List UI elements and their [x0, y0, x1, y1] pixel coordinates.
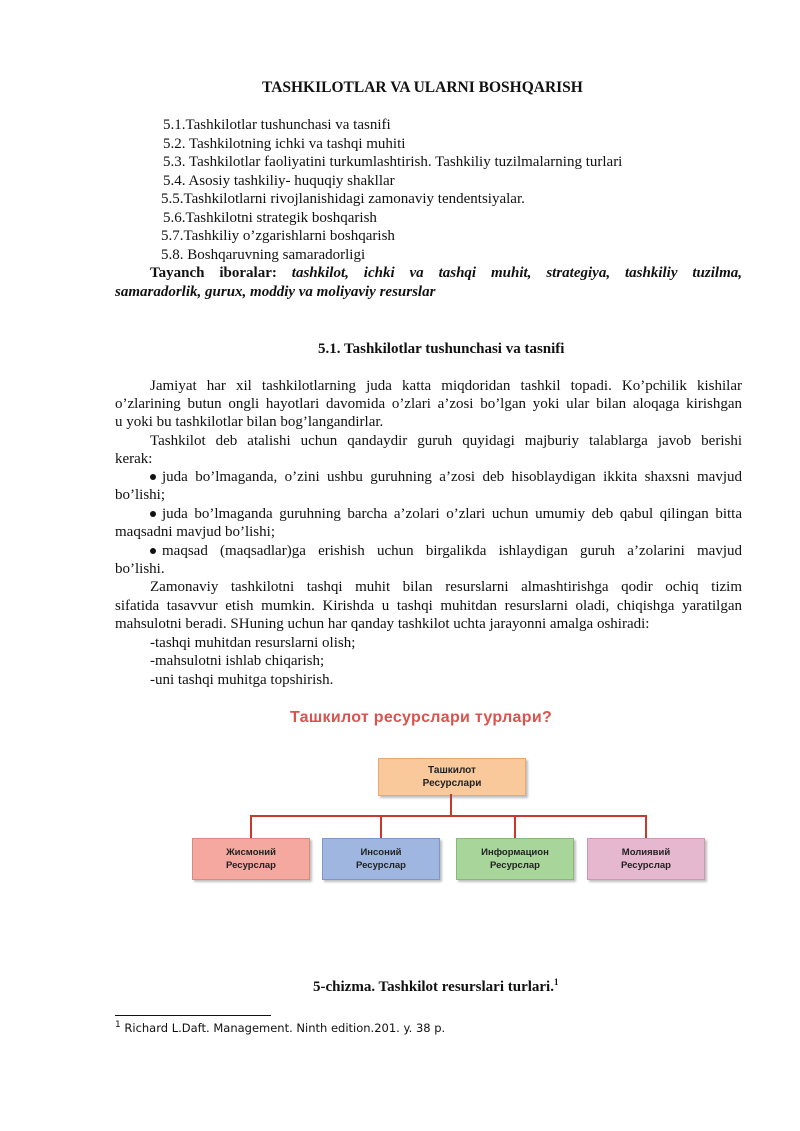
dash-item: -uni tashqi muhitga topshirish. — [150, 672, 334, 688]
toc-item: 5.6.Tashkilotni strategik boshqarish — [163, 210, 377, 226]
connector-line — [250, 815, 646, 817]
keywords-text-cont: samaradorlik, gurux, moddiy va moliyaviy resurslar — [115, 284, 436, 300]
bullet-item-cont: bo’lishi. — [115, 561, 165, 577]
toc-item: 5.7.Tashkiliy o’zgarishlarni boshqarish — [161, 228, 395, 244]
bullet-icon — [150, 511, 156, 517]
connector-line — [450, 794, 452, 816]
dash-item: -tashqi muhitdan resurslarni olish; — [150, 635, 356, 651]
diagram-leaf-financial: Молиявий Ресурслар — [587, 838, 705, 880]
bullet-item-cont: bo’lishi; — [115, 487, 166, 503]
connector-line — [514, 815, 516, 838]
footnote: $^1$ Richard L.Daft. Management. Ninth edition.201. y. 38 p. — [115, 1020, 446, 1035]
bullet-item: juda bo’lmaganda guruhning barcha a’zolari o’zlari uchun umumiy deb qabul qilingan bitta — [150, 505, 742, 524]
paragraph-line: mahsulotni beradi. SHuning uchun har qanday tashkilot uchta jarayonni amalga oshiradi: — [115, 616, 650, 632]
diagram-leaf-information: Информацион Ресурслар — [456, 838, 574, 880]
toc-item: 5.8. Boshqaruvning samaradorligi — [161, 247, 366, 263]
keywords-line — [150, 264, 742, 283]
bullet-item: juda bo’lmaganda, o’zini ushbu guruhning a’zosi deb hisoblaydigan ikkita shaxsni mavjud — [150, 468, 742, 487]
bullet-icon — [150, 548, 156, 554]
toc-item: 5.4. Asosiy tashkiliy- huquqiy shakllar — [163, 173, 395, 189]
page-title: TASHKILOTLAR VA ULARNI BOSHQARISH — [262, 79, 583, 96]
diagram-title: Ташкилот ресурслари турлари? — [290, 709, 553, 726]
footnote-divider — [115, 1015, 271, 1016]
bullet-icon — [150, 474, 156, 480]
paragraph-line: sifatida tasavvur etish mumkin. Kirishda u tashqi muhitdan resurslarni oladi, chiqishga yaratilgan — [115, 598, 742, 614]
section-title: 5.1. Tashkilotlar tushunchasi va tasnifi — [318, 341, 565, 357]
paragraph-line: o’zlarining butun ongli hayotlari davomida o’zlari a’zosi bo’lgan yoki ular bilan aloqaga kirishgan — [115, 396, 742, 412]
bullet-item-cont: maqsadni mavjud bo’lishi; — [115, 524, 275, 540]
toc-item: 5.3. Tashkilotlar faoliyatini turkumlashtirish. Tashkiliy tuzilmalarning turlari — [163, 154, 623, 170]
paragraph-line: u yoki bu tashkilotlar bilan bog’langandirlar. — [115, 414, 384, 430]
toc-item: 5.1.Tashkilotlar tushunchasi va tasnifi — [163, 117, 391, 133]
paragraph-line: Tashkilot deb atalishi uchun qandaydir guruh quyidagi majburiy talablarga javob berishi — [150, 433, 742, 449]
paragraph-line: Zamonaviy tashkilotni tashqi muhit bilan resurslarni almashtirishga qodir ochiq tizim — [150, 579, 742, 595]
keywords-label: Tayanch iboralar: — [150, 265, 277, 281]
connector-line — [645, 815, 647, 838]
figure-caption: 5-chizma. Tashkilot resurslari turlari.$^1$ — [313, 977, 559, 995]
toc-item: 5.5.Tashkilotlarni rivojlanishidagi zamonaviy tendentsiyalar. — [161, 191, 525, 207]
paragraph-line: kerak: — [115, 451, 153, 467]
connector-line — [250, 815, 252, 838]
paragraph-line: Jamiyat har xil tashkilotlarning juda katta miqdoridan tashkil topadi. Ko’pchilik kishilar — [150, 378, 742, 394]
diagram-root-box: Ташкилот Ресурслари — [378, 758, 526, 796]
diagram-leaf-physical: Жисмоний Ресурслар — [192, 838, 310, 880]
toc-item: 5.2. Tashkilotning ichki va tashqi muhiti — [163, 136, 406, 152]
diagram-leaf-human: Инсоний Ресурслар — [322, 838, 440, 880]
bullet-item: maqsad (maqsadlar)ga erishish uchun birgalikda ishlaydigan guruh a’zolarini mavjud — [150, 542, 742, 561]
connector-line — [380, 815, 382, 838]
keywords-text: tashkilot, ichki va tashqi muhit, strategiya, tashkiliy tuzilma, — [291, 265, 742, 281]
dash-item: -mahsulotni ishlab chiqarish; — [150, 653, 325, 669]
